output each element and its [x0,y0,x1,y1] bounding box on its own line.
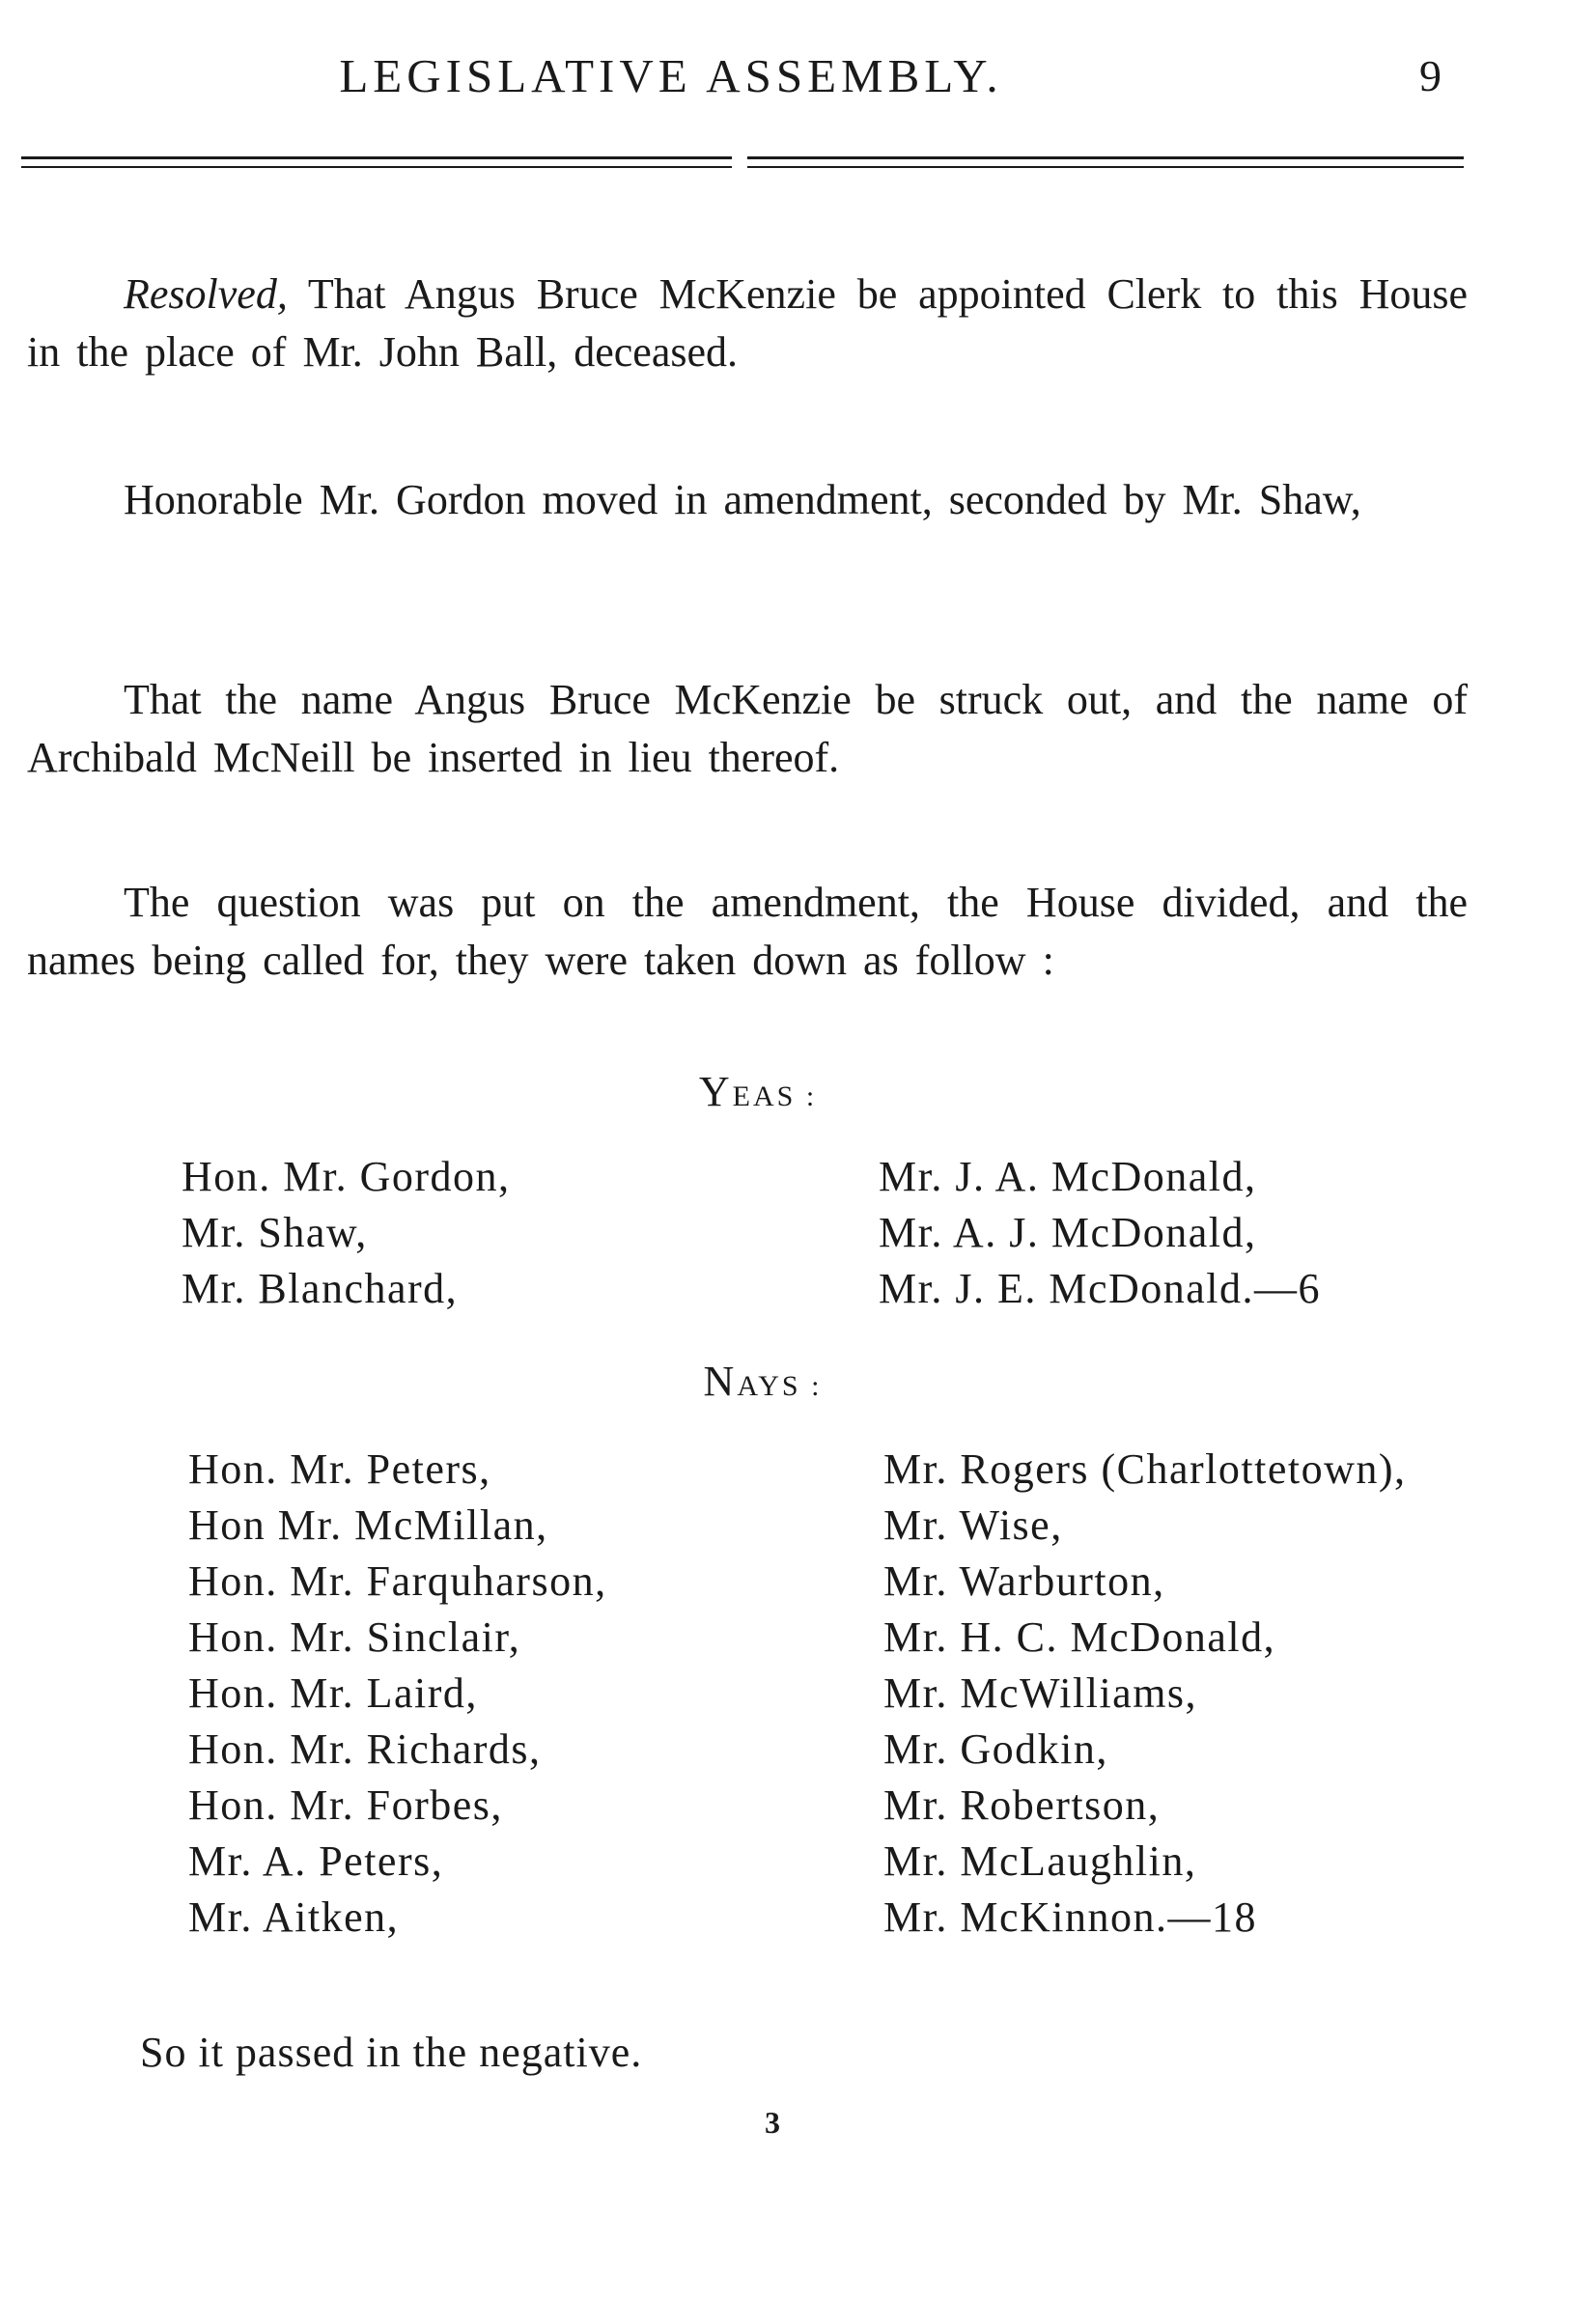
list-item: Mr. J. E. McDonald.—6 [879,1265,1322,1312]
list-item: Mr. Aitken, [188,1893,400,1941]
page-number: 9 [1419,51,1442,100]
list-item: Hon. Mr. Laird, [188,1669,478,1717]
list-item: Hon. Mr. Gordon, [182,1153,511,1200]
list-item: Hon. Mr. Peters, [188,1445,491,1493]
list-item: Mr. A. J. McDonald, [879,1209,1257,1256]
list-item: Mr. Blanchard, [182,1265,459,1312]
list-item: Mr. McLaughlin, [883,1837,1197,1885]
page-title: LEGISLATIVE ASSEMBLY. [339,49,1003,102]
amendment-motion-paragraph [27,471,1468,529]
amendment-paragraph [27,671,1468,787]
list-item: Hon. Mr. Richards, [188,1725,542,1773]
list-item: Mr. Shaw, [182,1209,368,1256]
list-item: Mr. McWilliams, [883,1669,1198,1717]
amendment-text: That the name Angus Bruce McKenzie be struck out, and the name of Archibald McNeill be inserted in lieu thereof. [27,676,1468,781]
nays-right-column [883,1442,1407,1946]
list-item: Mr. Godkin, [883,1725,1108,1773]
yeas-right-column [879,1149,1321,1317]
list-item: Mr. Wise, [883,1501,1063,1549]
amendment-motion-text: Honorable Mr. Gordon moved in amendment, seconded by Mr. Shaw, [124,476,1361,523]
list-item: Hon. Mr. Sinclair, [188,1613,521,1661]
list-item: Mr. Warburton, [883,1557,1165,1605]
list-item: Mr. Rogers (Charlottetown), [883,1445,1407,1493]
list-item: Mr. J. A. McDonald, [879,1153,1257,1200]
closing-statement: So it passed in the negative. [140,2029,643,2076]
nays-heading: NAYS : [703,1358,823,1405]
resolution-paragraph [27,266,1468,381]
yeas-left-column [182,1149,511,1317]
yeas-heading: YEAS : [698,1068,818,1115]
list-item: Mr. A. Peters, [188,1837,444,1885]
list-item: Mr. McKinnon.—18 [883,1893,1257,1941]
list-item: Hon. Mr. Farquharson, [188,1557,607,1605]
running-head [0,41,1596,108]
division-paragraph [27,874,1468,990]
list-item: Mr. Robertson, [883,1781,1161,1829]
nays-left-column [188,1442,607,1946]
list-item: Mr. H. C. McDonald, [883,1613,1276,1661]
header-rule-break [732,154,747,172]
division-text: The question was put on the amendment, the House divided, and the names being called for, they were taken down as follow : [27,879,1468,984]
list-item: Hon. Mr. Forbes, [188,1781,503,1829]
signature-mark: 3 [765,2105,780,2140]
resolution-italic: Resolved, [124,270,288,318]
resolution-text: That Angus Bruce McKenzie be appointed Clerk to this House in the place of Mr. John Ball, deceased. [27,270,1468,376]
list-item: Hon Mr. McMillan, [188,1501,548,1549]
